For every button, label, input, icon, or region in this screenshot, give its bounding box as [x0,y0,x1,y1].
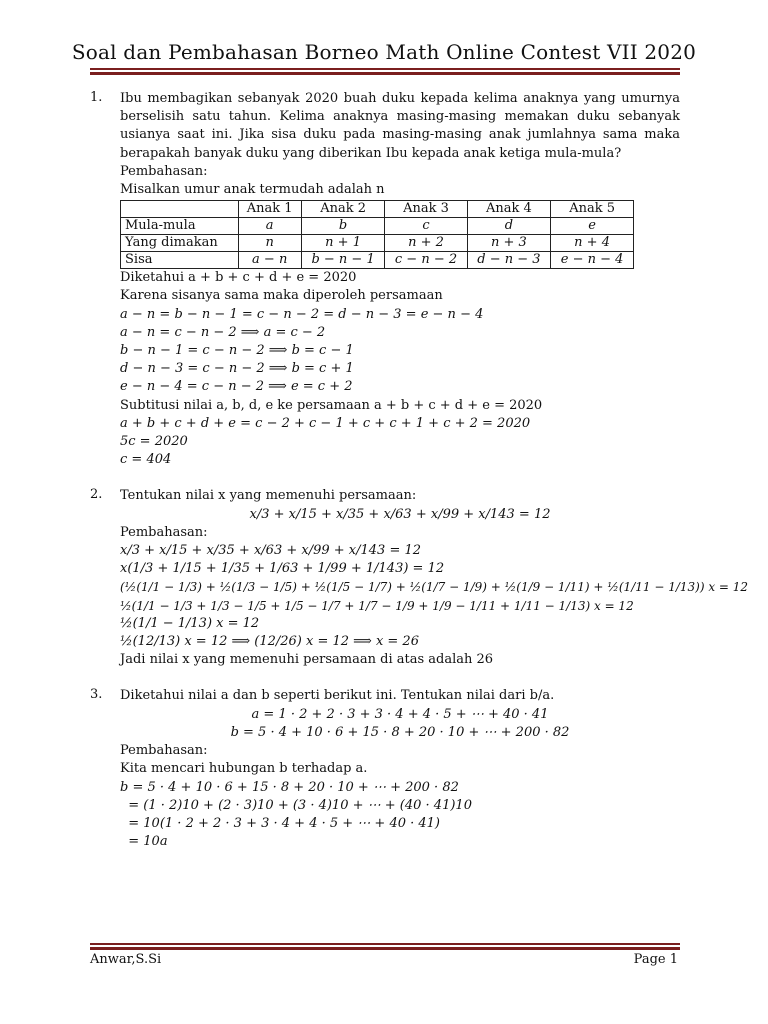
solution-line: Karena sisanya sama maka diperoleh persamaan [120,288,443,304]
solution-line: Kita mencari hubungan b terhadap a. [120,761,368,777]
problem-number: 3. [90,687,103,703]
problem-1 [90,90,680,469]
solution-line: a − n = c − n − 2 ⟹ a = c − 2 [120,324,326,340]
solution-line: ½(1/1 − 1/13) x = 12 [120,615,260,631]
problem-question: Diketahui nilai a dan b seperti berikut ini. Tentukan nilai dari b/a. [120,688,555,704]
solution-line: ½(12/13) x = 12 ⟹ (12/26) x = 12 ⟹ x = 26 [120,634,419,650]
solution-line: = 10(1 · 2 + 2 · 3 + 3 · 4 + 4 · 5 + ⋯ + 40 · 41) [120,815,440,831]
problem-equation-b: b = 5 · 4 + 10 · 6 + 15 · 8 + 20 · 10 + ⋯ + 200 · 82 [230,724,570,740]
table-cell: c [385,218,467,235]
solution-line: b = 5 · 4 + 10 · 6 + 15 · 8 + 20 · 10 + ⋯ + 200 · 82 [120,779,459,795]
solution-line: a − n = b − n − 1 = c − n − 2 = d − n − 3 = e − n − 4 [120,306,484,322]
table-cell: Mula-mula [121,218,239,235]
table-cell: b [301,218,385,235]
footer-page-number: Page 1 [633,952,678,967]
solution-line: b − n − 1 = c − n − 2 ⟹ b = c − 1 [120,343,354,359]
table-cell: e − n − 4 [551,252,634,269]
solution-line: (½(1/1 − 1/3) + ½(1/3 − 1/5) + ½(1/5 − 1/7) + ½(1/7 − 1/9) + ½(1/9 − 1/11) + ½(1/11 − 1/13)) x = 12 [120,580,749,595]
table-cell: n + 3 [467,235,551,252]
table-cell: e [551,218,634,235]
solution-line: x(1/3 + 1/15 + 1/35 + 1/63 + 1/99 + 1/143) = 12 [120,561,445,577]
solution-line: = (1 · 2)10 + (2 · 3)10 + (3 · 4)10 + ⋯ + (40 · 41)10 [120,797,472,813]
table-cell: Sisa [121,252,239,269]
header-rule-thick [90,72,680,75]
table-header-cell: Anak 4 [467,201,551,218]
table-cell: c − n − 2 [385,252,467,269]
solution-line: x/3 + x/15 + x/35 + x/63 + x/99 + x/143 = 12 [120,543,422,559]
table-header-cell: Anak 5 [551,201,634,218]
problem-question: Tentukan nilai x yang memenuhi persamaan: [120,488,417,504]
table-header-cell: Anak 3 [385,201,467,218]
solution-line: = 10a [120,834,168,850]
table-cell: n + 2 [385,235,467,252]
solution-line: 5c = 2020 [120,434,188,450]
solution-line: Subtitusi nilai a, b, d, e ke persamaan a + b + c + d + e = 2020 [120,397,543,413]
footer-rule-thin [90,943,680,945]
problem-2 [90,487,749,669]
problem-equation-a: a = 1 · 2 + 2 · 3 + 3 · 4 + 4 · 5 + ⋯ + 40 · 41 [251,706,549,722]
problem-equation: x/3 + x/15 + x/35 + x/63 + x/99 + x/143 = 12 [249,506,551,522]
table-header-cell: Anak 1 [238,201,301,218]
conclusion-line: Jadi nilai x yang memenuhi persamaan di atas adalah 26 [120,652,494,668]
age-table [120,200,634,269]
solution-line: c = 404 [120,452,172,468]
table-header-row [121,201,634,218]
page-header-title: Soal dan Pembahasan Borneo Math Online Contest VII 2020 [71,40,697,64]
document-body [90,90,749,851]
solution-line: e − n − 4 = c − n − 2 ⟹ e = c + 2 [120,379,353,395]
pembahasan-label: Pembahasan: [120,524,208,540]
problem-number: 1. [90,90,103,105]
header-rule-thin [90,68,680,70]
footer-author: Anwar,S.Si [90,952,162,967]
table-header-cell [121,201,239,218]
table-cell: b − n − 1 [301,252,385,269]
problem-3 [90,687,680,851]
table-row [121,235,634,252]
solution-line: ½(1/1 − 1/3 + 1/3 − 1/5 + 1/5 − 1/7 + 1/7 − 1/9 + 1/9 − 1/11 + 1/11 − 1/13) x = 12 [120,598,634,613]
table-cell: n + 4 [551,235,634,252]
problem-question: Ibu membagikan sebanyak 2020 buah duku kepada kelima anaknya yang umurnya berselisih satu tahun. Kelima anaknya masing-masing memakan duku sebanyak usianya saat ini. Jika sisa duku pada masing-masing anak jumlahnya sama maka berapakah banyak duku yang diberikan Ibu kepada anak ketiga mula-mula? [120,91,680,161]
footer-rule-thick [90,947,680,950]
table-cell: a − n [238,252,301,269]
table-cell: d [467,218,551,235]
table-cell: n [238,235,301,252]
pembahasan-label: Pembahasan: [120,163,208,179]
solution-line: Diketahui a + b + c + d + e = 2020 [120,270,357,286]
pembahasan-label: Pembahasan: [120,743,208,759]
table-cell: a [238,218,301,235]
problem-number: 2. [90,487,103,503]
table-row [121,252,634,269]
solution-line: Misalkan umur anak termudah adalah n [120,182,385,198]
table-row [121,218,634,235]
solution-line: d − n − 3 = c − n − 2 ⟹ b = c + 1 [120,361,354,377]
table-cell: n + 1 [301,235,385,252]
table-header-cell: Anak 2 [301,201,385,218]
solution-line: a + b + c + d + e = c − 2 + c − 1 + c + c + 1 + c + 2 = 2020 [120,415,531,431]
table-cell: Yang dimakan [121,235,239,252]
table-cell: d − n − 3 [467,252,551,269]
